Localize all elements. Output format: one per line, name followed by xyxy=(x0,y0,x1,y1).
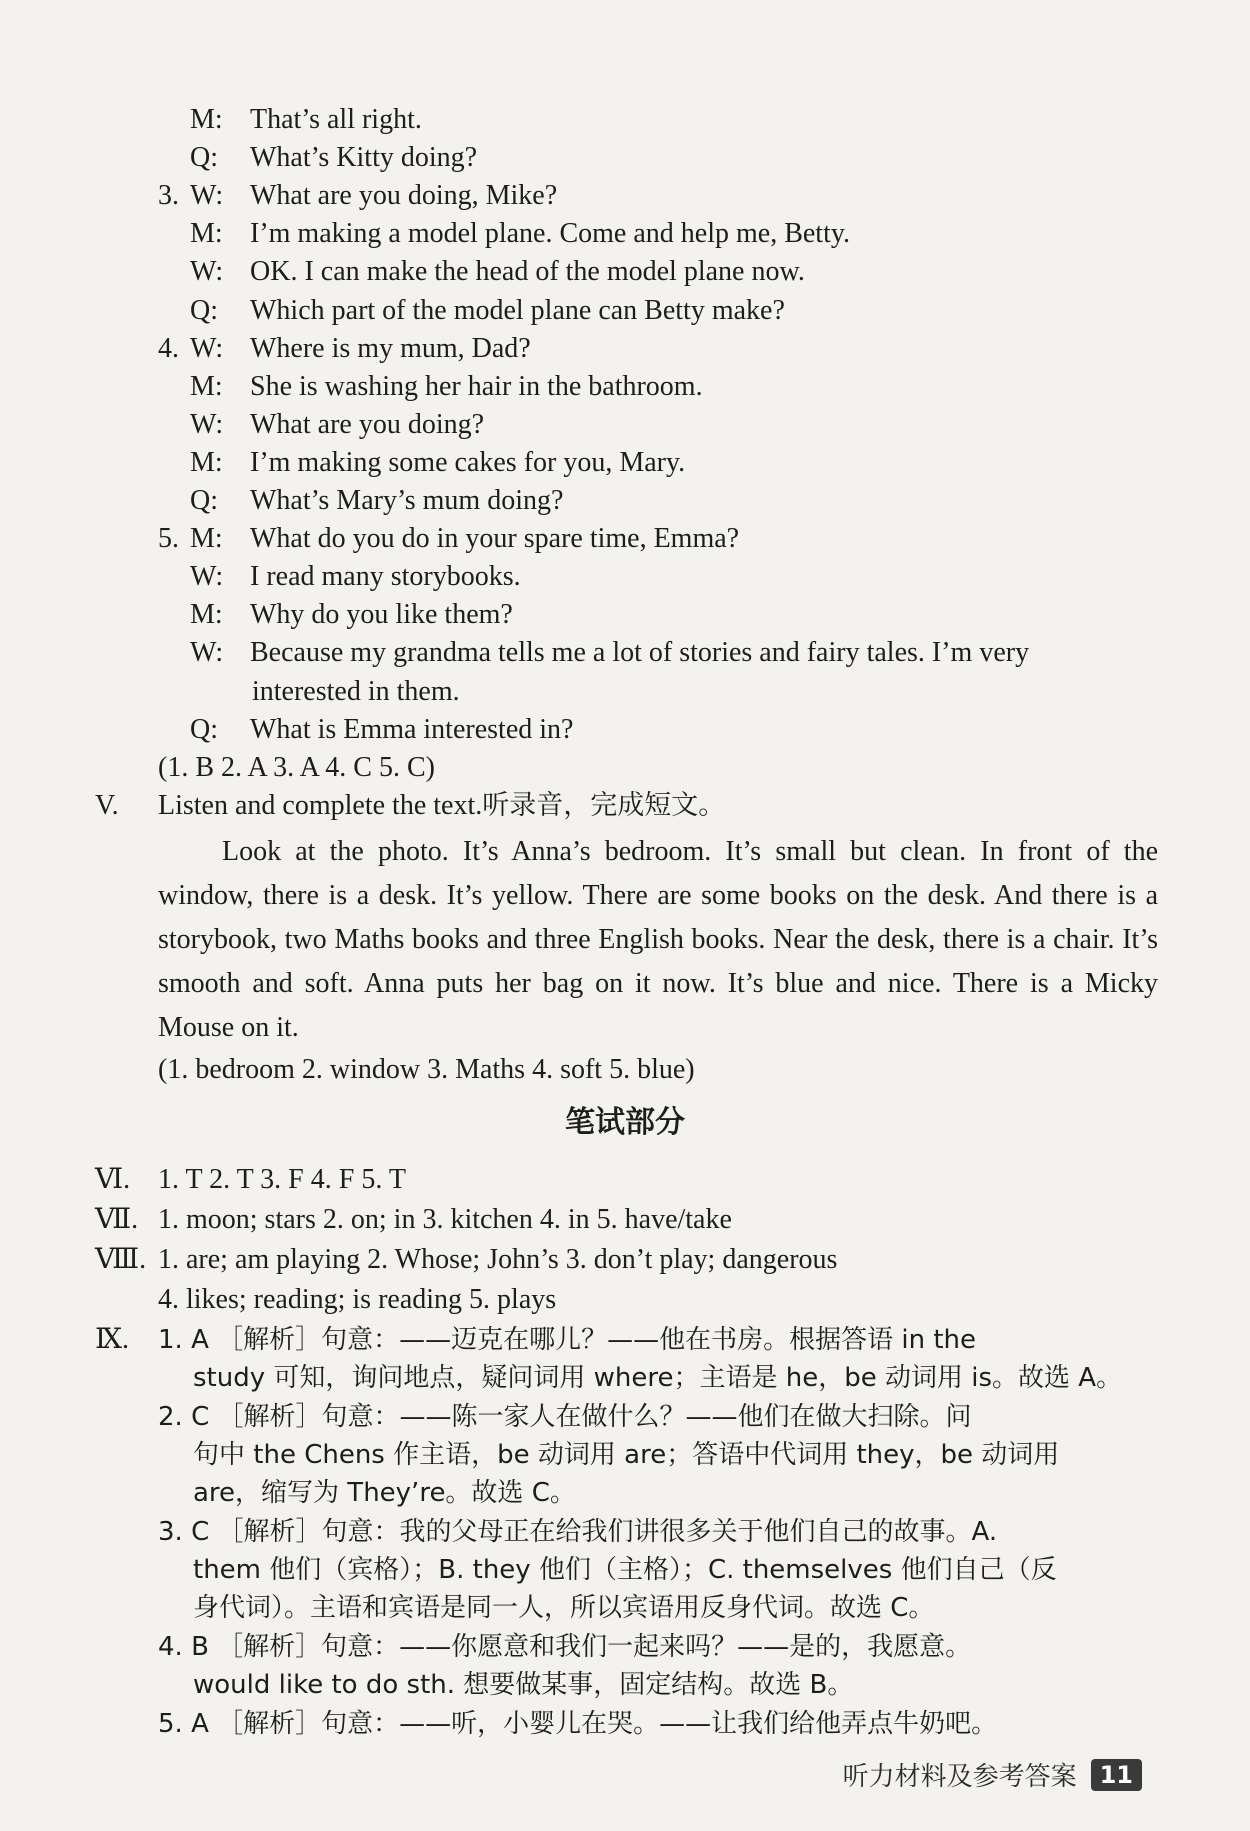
page-number: 11 xyxy=(1091,1759,1142,1791)
section-viii-number: Ⅷ. xyxy=(95,1244,147,1275)
dialogue-text: What are you doing, Mike? xyxy=(250,180,558,211)
explanation-item xyxy=(158,1627,1158,1704)
passage xyxy=(158,830,1158,1050)
explanation-item xyxy=(158,1320,1158,1397)
footer-label: 听力材料及参考答案 xyxy=(842,1762,1077,1792)
passage-text: Look at the photo. It’s Anna’s bedroom. It’s small but clean. In front of the window, there is a desk. It’s yellow. There are some books on the desk. And there is a storybook, two Maths books and three English books. Near the desk, there is a chair. It’s smooth and soft. Anna puts her bag on it now. It’s blue and nice. There is a Micky Mouse on it. xyxy=(158,836,1158,1043)
dialogue-text: What do you do in your spare time, Emma? xyxy=(250,523,740,554)
section-v-instruction xyxy=(158,788,725,824)
section-v-number: V. xyxy=(95,790,119,821)
written-section-title: 笔试部分 xyxy=(565,1105,685,1140)
explanation-continuation: are，缩写为 They’re。故选 C。 xyxy=(193,1478,576,1508)
dialogue-number: 5. xyxy=(158,523,179,554)
dialogue-speaker: M: xyxy=(190,218,223,249)
dialogue-text: OK. I can make the head of the model plane now. xyxy=(250,256,805,287)
explanation-head: 2. C ［解析］句意：——陈一家人在做什么？——他们在做大扫除。问 xyxy=(158,1402,972,1432)
answers-v: (1. bedroom 2. window 3. Maths 4. soft 5. blue) xyxy=(158,1054,695,1085)
dialogue-speaker: Q: xyxy=(190,485,218,516)
explanation-item xyxy=(158,1512,1158,1627)
answers-vi: 1. T 2. T 3. F 4. F 5. T xyxy=(158,1164,406,1195)
explanation-continuation: them 他们（宾格）；B. they 他们（主格）；C. themselves 他们自己（反 xyxy=(193,1555,1057,1585)
section-ix-explanations xyxy=(158,1320,1158,1743)
dialogue-speaker: W: xyxy=(190,180,224,211)
explanation-head: 3. C ［解析］句意：我的父母正在给我们讲很多关于他们自己的故事。A. xyxy=(158,1517,998,1547)
explanation-continuation: 句中 the Chens 作主语，be 动词用 are；答语中代词用 they，be 动词用 xyxy=(193,1440,1060,1470)
dialogue-text: Where is my mum, Dad? xyxy=(250,333,531,364)
dialogue-speaker: Q: xyxy=(190,142,218,173)
dialogue-speaker: Q: xyxy=(190,295,218,326)
dialogue-text: What’s Kitty doing? xyxy=(250,142,478,173)
explanation-continuation: would like to do sth. 想要做某事，固定结构。故选 B。 xyxy=(193,1670,854,1700)
dialogue-speaker: W: xyxy=(190,561,224,592)
dialogue-text: That’s all right. xyxy=(250,104,422,135)
page-footer xyxy=(843,1756,1142,1793)
answers-iv: (1. B 2. A 3. A 4. C 5. C) xyxy=(158,752,435,783)
dialogue-speaker: W: xyxy=(190,409,224,440)
explanation-head: 5. A ［解析］句意：——听，小婴儿在哭。——让我们给他弄点牛奶吧。 xyxy=(158,1709,998,1739)
explanation-head: 1. A ［解析］句意：——迈克在哪儿？——他在书房。根据答语 in the xyxy=(158,1325,977,1355)
dialogue-text: I’m making a model plane. Come and help me, Betty. xyxy=(250,218,851,249)
explanation-continuation: 身代词）。主语和宾语是同一人，所以宾语用反身代词。故选 C。 xyxy=(193,1593,935,1623)
dialogue-text: I read many storybooks. xyxy=(250,561,521,592)
dialogue-text: She is washing her hair in the bathroom. xyxy=(250,371,703,402)
dialogue-speaker: M: xyxy=(190,447,223,478)
dialogue-speaker: M: xyxy=(190,523,223,554)
dialogue-text: interested in them. xyxy=(252,676,460,707)
dialogue-text: What is Emma interested in? xyxy=(250,714,574,745)
section-vii-number: Ⅶ. xyxy=(95,1204,139,1235)
dialogue-speaker: M: xyxy=(190,104,223,135)
dialogue-number: 4. xyxy=(158,333,179,364)
dialogue-text: Which part of the model plane can Betty make? xyxy=(250,295,785,326)
dialogue-speaker: W: xyxy=(190,637,224,668)
section-ix-number: Ⅸ. xyxy=(95,1324,130,1355)
dialogue-text: I’m making some cakes for you, Mary. xyxy=(250,447,686,478)
dialogue-speaker: Q: xyxy=(190,714,218,745)
dialogue-text: Because my grandma tells me a lot of stories and fairy tales. I’m very xyxy=(250,637,1030,668)
dialogue-text: Why do you like them? xyxy=(250,599,513,630)
explanation-item xyxy=(158,1704,1158,1743)
dialogue-text: What are you doing? xyxy=(250,409,485,440)
dialogue-speaker: W: xyxy=(190,333,224,364)
answers-viii-line1: 1. are; am playing 2. Whose; John’s 3. don’t play; dangerous xyxy=(158,1244,838,1275)
dialogue-speaker: M: xyxy=(190,599,223,630)
answers-viii-line2: 4. likes; reading; is reading 5. plays xyxy=(158,1284,557,1315)
dialogue-text: What’s Mary’s mum doing? xyxy=(250,485,564,516)
dialogue-speaker: W: xyxy=(190,256,224,287)
explanation-head: 4. B ［解析］句意：——你愿意和我们一起来吗？——是的，我愿意。 xyxy=(158,1632,972,1662)
dialogue-speaker: M: xyxy=(190,371,223,402)
section-vi-number: Ⅵ. xyxy=(95,1164,131,1195)
instruction-zh: 听录音，完成短文。 xyxy=(482,790,726,821)
instruction-en: Listen and complete the text. xyxy=(158,790,483,821)
explanation-continuation: study 可知，询问地点，疑问词用 where；主语是 he，be 动词用 is。故选 A。 xyxy=(193,1363,1123,1393)
explanation-item xyxy=(158,1397,1158,1512)
answers-vii: 1. moon; stars 2. on; in 3. kitchen 4. in 5. have/take xyxy=(158,1204,732,1235)
dialogue-number: 3. xyxy=(158,180,179,211)
